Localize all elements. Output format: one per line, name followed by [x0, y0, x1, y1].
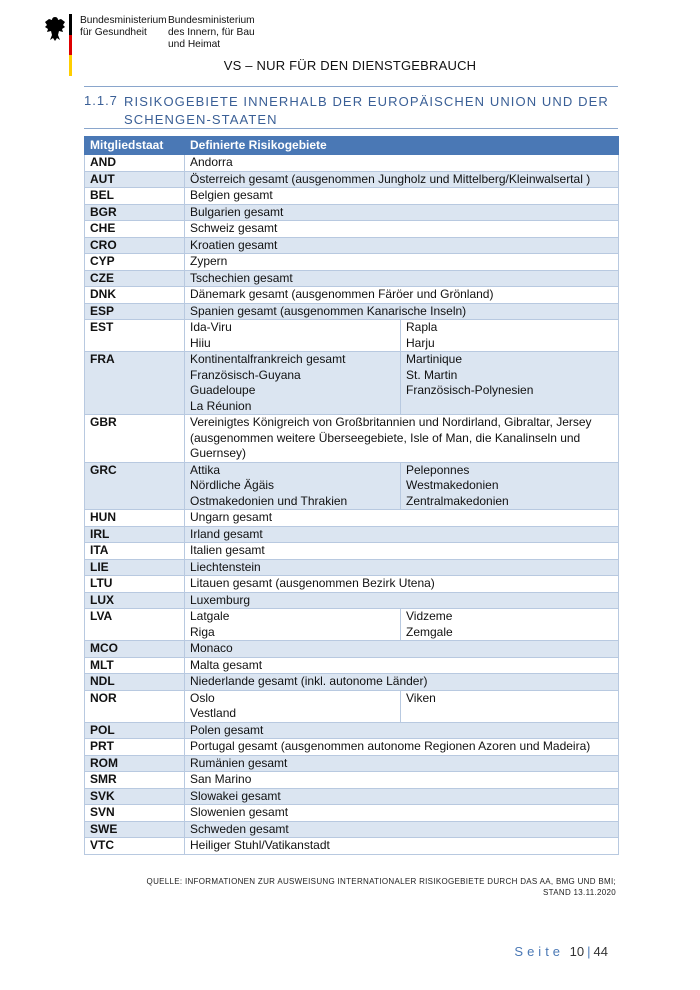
region-entry: Vereinigtes Königreich von Großbritannien und Nordirland, Gibraltar, Jersey: [190, 415, 592, 429]
member-state-code: ITA: [85, 543, 185, 560]
page-separator: |: [587, 944, 591, 959]
region-entry: Zypern: [190, 254, 228, 268]
page-current: 10: [569, 944, 585, 959]
region-entry: Ida-Viru: [190, 320, 232, 334]
risk-areas-cell: [185, 722, 619, 739]
region-entry: Oslo: [190, 690, 215, 705]
member-state-code: LUX: [85, 592, 185, 609]
risk-areas-cell: [185, 155, 619, 172]
risk-areas-cell: [185, 237, 619, 254]
risk-areas-cell-left: [185, 320, 401, 352]
region-entry: Polen gesamt: [190, 722, 264, 737]
risk-areas-cell: [185, 755, 619, 772]
region-entry: Heiliger Stuhl/Vatikanstadt: [190, 838, 330, 852]
table-row: [85, 821, 619, 838]
member-state-code: SVK: [85, 788, 185, 805]
risk-areas-cell: [185, 171, 619, 188]
region-entry: Kontinentalfrankreich gesamt: [190, 352, 346, 366]
classification-label: VS – NUR FÜR DEN DIENSTGEBRAUCH: [223, 58, 477, 73]
risk-areas-cell: [185, 772, 619, 789]
region-entry: Österreich gesamt (ausgenommen Jungholz und Mittelberg/Kleinwalsertal ): [190, 171, 591, 186]
member-state-code: LIE: [85, 559, 185, 576]
member-state-code: SMR: [85, 772, 185, 789]
member-state-code: HUN: [85, 510, 185, 527]
member-state-code: MLT: [85, 657, 185, 674]
region-entry: St. Martin: [406, 367, 458, 382]
region-entry: Dänemark gesamt (ausgenommen Färöer und Grönland): [190, 287, 494, 301]
ministry-interior-name: Bundesministerium des Innern, für Bau und Heimat: [168, 15, 255, 50]
table-row: [85, 755, 619, 772]
risk-areas-cell: [185, 805, 619, 822]
risk-areas-cell: [185, 821, 619, 838]
table-row: [85, 690, 619, 722]
risk-areas-cell-left: [185, 609, 401, 641]
table-row: [85, 254, 619, 271]
region-entry: Schweden gesamt: [190, 821, 289, 836]
table-row: [85, 772, 619, 789]
region-entry: Attika: [190, 462, 221, 477]
risk-areas-cell: [185, 188, 619, 205]
risk-areas-cell: [185, 592, 619, 609]
region-entry: Andorra: [190, 155, 233, 169]
table-row: [85, 674, 619, 691]
region-entry: Zentralmakedonien: [406, 493, 509, 508]
member-state-code: BEL: [85, 188, 185, 205]
risk-areas-cell: [185, 221, 619, 238]
region-entry: Westmakedonien: [406, 478, 499, 492]
table-row: [85, 352, 619, 415]
ministry-health-name: Bundesministerium für Gesundheit: [80, 15, 167, 38]
region-entry: Nördliche Ägäis: [190, 478, 275, 492]
table-row: [85, 576, 619, 593]
table-row: [85, 526, 619, 543]
section-number: 1.1.7: [84, 93, 118, 108]
region-entry: Slowenien gesamt: [190, 805, 289, 819]
region-entry: Ungarn gesamt: [190, 510, 273, 524]
page-number: [514, 944, 608, 959]
member-state-code: DNK: [85, 287, 185, 304]
table-row: [85, 592, 619, 609]
region-entry: Litauen gesamt (ausgenommen Bezirk Utena): [190, 576, 435, 590]
risk-areas-cell: [185, 526, 619, 543]
table-row: [85, 415, 619, 463]
member-state-code: POL: [85, 722, 185, 739]
region-entry: Martinique: [406, 352, 463, 366]
member-state-code: CZE: [85, 270, 185, 287]
risk-areas-cell: [185, 287, 619, 304]
member-state-code: ESP: [85, 303, 185, 320]
member-state-code: BGR: [85, 204, 185, 221]
risk-areas-cell: [185, 303, 619, 320]
region-entry: Niederlande gesamt (inkl. autonome Länder): [190, 674, 428, 688]
region-entry: Bulgarien gesamt: [190, 204, 284, 219]
region-entry: Italien gesamt: [190, 543, 265, 557]
region-entry: Belgien gesamt: [190, 188, 273, 202]
member-state-code: LVA: [85, 609, 185, 641]
member-state-code: LTU: [85, 576, 185, 593]
member-state-code: CYP: [85, 254, 185, 271]
table-row: [85, 303, 619, 320]
table-row: [85, 155, 619, 172]
table-row: [85, 609, 619, 641]
region-entry: Tschechien gesamt: [190, 270, 293, 285]
region-entry: San Marino: [190, 772, 252, 786]
table-row: [85, 287, 619, 304]
risk-areas-cell: [185, 576, 619, 593]
member-state-code: SWE: [85, 821, 185, 838]
risk-areas-cell: [185, 254, 619, 271]
table-row: [85, 739, 619, 756]
member-state-code: VTC: [85, 838, 185, 855]
risk-areas-cell: [185, 270, 619, 287]
risk-areas-cell-right: [401, 320, 619, 352]
member-state-code: GRC: [85, 462, 185, 510]
section-divider: [84, 128, 618, 129]
risk-areas-table: [84, 136, 619, 855]
region-entry: Ostmakedonien und Thrakien: [190, 493, 348, 508]
region-entry: Peleponnes: [406, 462, 470, 477]
table-row: [85, 657, 619, 674]
risk-areas-cell-left: [185, 462, 401, 510]
page-total: 44: [593, 944, 608, 959]
risk-areas-cell-right: [401, 609, 619, 641]
risk-areas-cell-right: [401, 690, 619, 722]
column-header-member-state: Mitgliedstaat: [85, 137, 185, 155]
table-row: [85, 188, 619, 205]
region-entry: Riga: [190, 624, 215, 639]
table-row: [85, 221, 619, 238]
risk-areas-cell-right: [401, 462, 619, 510]
member-state-code: EST: [85, 320, 185, 352]
member-state-code: GBR: [85, 415, 185, 463]
member-state-code: AND: [85, 155, 185, 172]
region-entry: La Réunion: [190, 398, 252, 413]
table-row: [85, 510, 619, 527]
table-row: [85, 462, 619, 510]
region-entry: Spanien gesamt (ausgenommen Kanarische Inseln): [190, 303, 467, 318]
region-entry: Harju: [406, 335, 435, 350]
member-state-code: AUT: [85, 171, 185, 188]
member-state-code: NDL: [85, 674, 185, 691]
member-state-code: FRA: [85, 352, 185, 415]
section-title: RISIKOGEBIETE INNERHALB DER EUROPÄISCHEN UNION UND DER SCHENGEN-STAATEN: [124, 94, 609, 127]
table-row: [85, 559, 619, 576]
member-state-code: CHE: [85, 221, 185, 238]
risk-areas-cell: [185, 788, 619, 805]
page-label: Seite: [514, 944, 565, 959]
member-state-code: ROM: [85, 755, 185, 772]
region-entry: Portugal gesamt (ausgenommen autonome Regionen Azoren und Madeira): [190, 739, 591, 753]
member-state-code: CRO: [85, 237, 185, 254]
risk-areas-cell: [185, 559, 619, 576]
table-row: [85, 788, 619, 805]
table-header-row: [85, 137, 619, 155]
risk-areas-cell: [185, 838, 619, 855]
region-entry: Schweiz gesamt: [190, 221, 278, 235]
region-entry: Guadeloupe: [190, 383, 256, 397]
table-row: [85, 270, 619, 287]
risk-areas-cell: [185, 641, 619, 658]
table-row: [85, 641, 619, 658]
risk-areas-cell: [185, 415, 619, 463]
federal-eagle-icon: [44, 16, 66, 42]
region-entry: (ausgenommen weitere Überseegebiete, Isle of Man, die Kanalinseln und: [190, 430, 581, 445]
region-entry: Vestland: [190, 706, 237, 720]
member-state-code: IRL: [85, 526, 185, 543]
table-row: [85, 722, 619, 739]
table-row: [85, 320, 619, 352]
risk-areas-cell: [185, 674, 619, 691]
source-note: QUELLE: INFORMATIONEN ZUR AUSWEISUNG INTERNATIONALER RISIKOGEBIETE DURCH DAS AA, BMG UND BMI; STAND 13.11.2020: [146, 877, 616, 897]
column-header-risk-areas: Definierte Risikogebiete: [185, 137, 619, 155]
region-entry: Irland gesamt: [190, 526, 263, 541]
member-state-code: MCO: [85, 641, 185, 658]
region-entry: Französisch-Polynesien: [406, 383, 534, 397]
table-row: [85, 838, 619, 855]
table-row: [85, 171, 619, 188]
region-entry: Zemgale: [406, 624, 453, 639]
region-entry: Vidzeme: [406, 609, 453, 623]
risk-areas-cell: [185, 739, 619, 756]
risk-areas-cell-left: [185, 352, 401, 415]
member-state-code: SVN: [85, 805, 185, 822]
table-row: [85, 805, 619, 822]
region-entry: Rumänien gesamt: [190, 755, 288, 770]
region-entry: Slowakei gesamt: [190, 788, 281, 803]
region-entry: Luxemburg: [190, 592, 251, 607]
region-entry: Malta gesamt: [190, 657, 263, 672]
region-entry: Guernsey): [190, 446, 247, 460]
region-entry: Latgale: [190, 609, 230, 623]
region-entry: Liechtenstein: [190, 559, 261, 574]
region-entry: Französisch-Guyana: [190, 367, 301, 382]
risk-areas-cell: [185, 204, 619, 221]
risk-areas-cell: [185, 657, 619, 674]
region-entry: Monaco: [190, 641, 233, 655]
region-entry: Hiiu: [190, 335, 211, 350]
header-divider: [84, 86, 618, 87]
table-row: [85, 204, 619, 221]
region-entry: Viken: [406, 690, 436, 705]
risk-areas-cell-right: [401, 352, 619, 415]
risk-areas-cell-left: [185, 690, 401, 722]
risk-areas-cell: [185, 510, 619, 527]
risk-areas-cell: [185, 543, 619, 560]
table-row: [85, 237, 619, 254]
region-entry: Rapla: [406, 320, 438, 334]
member-state-code: PRT: [85, 739, 185, 756]
table-row: [85, 543, 619, 560]
region-entry: Kroatien gesamt: [190, 237, 278, 252]
member-state-code: NOR: [85, 690, 185, 722]
